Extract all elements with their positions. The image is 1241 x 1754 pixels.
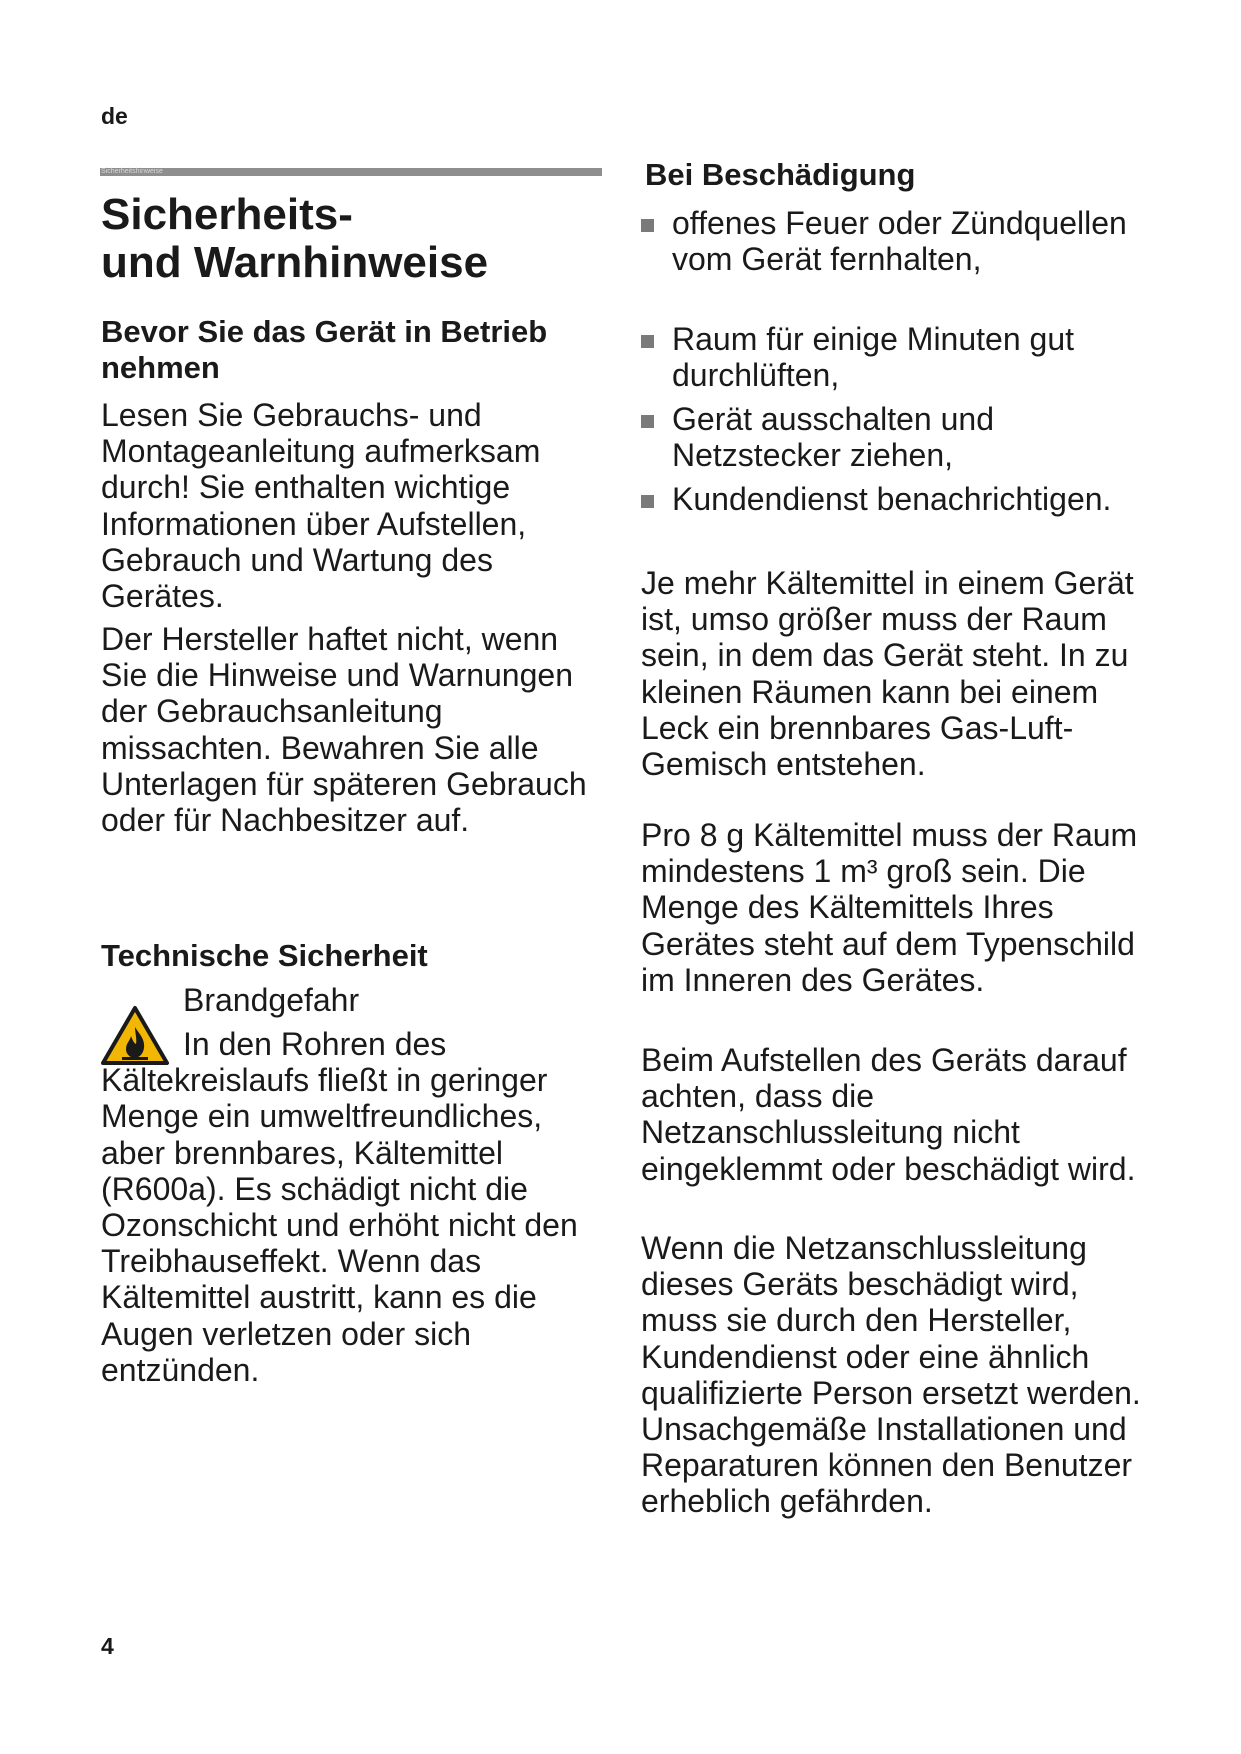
bullet-square-icon (641, 415, 654, 428)
list-item: offenes Feuer oder Zündquellen vom Gerät fernhalten, (639, 205, 1132, 277)
paragraph-refrigerant-amount: Pro 8 g Kältemittel muss der Raum mindestens 1 m³ groß sein. Die Menge des Kältemittels Ihres Gerätes steht auf dem Typenschild im Inneren des Gerätes. (641, 817, 1138, 998)
bullet-square-icon (641, 495, 654, 508)
paragraph-room-size: Je mehr Kältemittel in einem Gerät ist, umso größer muss der Raum sein, in dem das Gerät steht. In zu kleinen Räumen kann bei einem Leck ein brennbares Gas-Luft-Gemisch entstehen. (641, 565, 1134, 783)
bullet-square-icon (641, 219, 654, 232)
list-item: Raum für einige Minuten gut durchlüften, (639, 321, 1132, 393)
page-title (101, 191, 621, 287)
page-number: 4 (101, 1633, 114, 1659)
list-item: Gerät ausschalten und Netzstecker ziehen, (639, 401, 1132, 473)
warning-title: Brandgefahr (183, 982, 360, 1018)
heading-technical-safety: Technische Sicherheit (101, 938, 428, 973)
heading-damage: Bei Beschädigung (645, 157, 916, 192)
page-title-line1: Sicherheits- (101, 190, 353, 239)
paragraph-liability: Der Hersteller haftet nicht, wenn Sie die Hinweise und Warnungen der Gebrauchsanleitung missachten. Bewahren Sie alle Unterlagen für späteren Gebrauch oder für Nachbesitzer auf. (101, 621, 587, 839)
paragraph-power-cord: Wenn die Netzanschlussleitung dieses Geräts beschädigt wird, muss sie durch den Hersteller, Kundendienst oder eine ähnlich qualifizierte Person ersetzt werden. Unsachgemäße Installationen und Reparaturen können den Benutzer erheblich gefährden. (641, 1230, 1141, 1520)
page-title-line2: und Warnhinweise (101, 238, 489, 287)
section-divider (100, 168, 602, 176)
heading-before-use: Bevor Sie das Gerät in Betrieb nehmen (101, 314, 548, 385)
paragraph-installation: Beim Aufstellen des Geräts darauf achten, dass die Netzanschlussleitung nicht eingeklemmt oder beschädigt wird. (641, 1042, 1136, 1187)
warning-text: In den Rohren des Kältekreislaufs fließt in geringer Menge ein umweltfreundliches, aber brennbares, Kältemittel (R600a). Es schädigt nicht die Ozonschicht und erhöht nicht den Treibhauseffekt. Wenn das Kältemittel austritt, kann es die Augen verletzen oder sich entzünden. (101, 1026, 578, 1388)
paragraph-read-manual: Lesen Sie Gebrauchs- und Montageanleitung aufmerksam durch! Sie enthalten wichtige Informationen über Aufstellen, Gebrauch und Wartung des Gerätes. (101, 397, 541, 615)
language-code: de (101, 103, 128, 129)
list-item: Kundendienst benachrichtigen. (639, 481, 1132, 517)
section-tag: Sicherheitshinweise (101, 168, 163, 175)
bullet-square-icon (641, 335, 654, 348)
